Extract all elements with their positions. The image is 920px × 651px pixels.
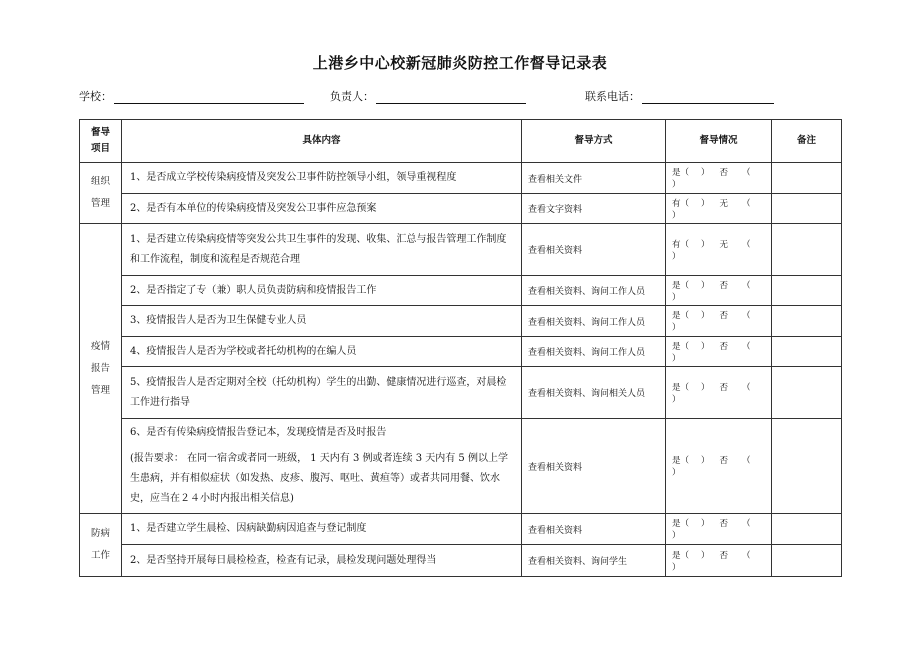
status-open: （ (742, 198, 751, 209)
table-row (80, 276, 842, 306)
header-content: 具体内容 (122, 120, 522, 163)
row-method: 查看相关资料、询问相关人员 (522, 367, 666, 419)
row-status[interactable] (666, 337, 772, 367)
status-open: （ (742, 550, 751, 561)
status-open: （ (742, 456, 751, 466)
status-opt-b[interactable]: 否 (719, 456, 729, 466)
row-content: 2、是否坚持开展每日晨检检查，检查有记录，晨检发现问题处理得当 (122, 545, 522, 577)
row-content: 1、是否建立传染病疫情等突发公共卫生事件的发现、收集、汇总与报告管理工作制度和工作流程，制度和流程是否规范合理 (122, 224, 522, 276)
status-opt-a[interactable]: 有（ (672, 239, 690, 250)
phone-label: 联系电话： (585, 90, 640, 103)
school-label: 学校： (79, 90, 112, 103)
school-field (79, 88, 304, 104)
status-opt-a[interactable]: 是（ (672, 519, 690, 529)
status-open: （ (742, 280, 751, 291)
row-remark[interactable] (772, 545, 842, 577)
header-row (80, 120, 842, 163)
row-status[interactable] (666, 163, 772, 194)
status-close: ） (672, 180, 681, 190)
status-opt-b[interactable]: 否 (719, 341, 729, 352)
status-close: ） (701, 311, 710, 321)
row-content: 2、是否指定了专（兼）职人员负责防病和疫情报告工作 (122, 276, 522, 306)
status-opt-a[interactable]: 是（ (672, 456, 690, 466)
status-opt-b[interactable]: 否 (719, 168, 729, 178)
status-close: ） (672, 210, 681, 221)
row-method: 查看相关资料、询问工作人员 (522, 306, 666, 337)
row-status[interactable] (666, 194, 772, 224)
row-remark[interactable] (772, 337, 842, 367)
status-close: ） (701, 519, 710, 529)
table-row (80, 306, 842, 337)
status-close: ） (701, 239, 710, 250)
row-method: 查看相关资料 (522, 514, 666, 545)
status-close: ） (672, 251, 681, 262)
table-row (80, 514, 842, 545)
status-opt-a[interactable]: 是（ (672, 382, 690, 393)
person-blank[interactable] (376, 91, 526, 104)
status-open: （ (742, 341, 751, 352)
status-opt-a[interactable]: 是（ (672, 168, 690, 178)
status-close: ） (672, 292, 681, 303)
category-report-text: 疫情报告管理 (90, 340, 110, 396)
row-content-text: 6、是否有传染病疫情报告登记本，发现疫情是否及时报告 (130, 427, 387, 438)
category-prevent-text: 防病工作 (90, 528, 110, 561)
table-row (80, 545, 842, 577)
table-row (80, 194, 842, 224)
status-opt-b[interactable]: 否 (719, 382, 729, 393)
status-open: （ (742, 168, 751, 178)
phone-field (585, 88, 774, 104)
row-remark[interactable] (772, 367, 842, 419)
row-content: 5、疫情报告人是否定期对全校（托幼机构）学生的出勤、健康情况进行巡查，对晨检工作进行指导 (122, 367, 522, 419)
row-remark[interactable] (772, 306, 842, 337)
header-item-text: 督导项目 (90, 127, 110, 154)
row-content: 3、疫情报告人是否为卫生保健专业人员 (122, 306, 522, 337)
status-close: ） (701, 341, 710, 352)
table-row (80, 337, 842, 367)
row-remark[interactable] (772, 514, 842, 545)
row-method: 查看相关资料 (522, 224, 666, 276)
table-row (80, 419, 842, 514)
status-close: ） (701, 456, 710, 466)
row-remark[interactable] (772, 419, 842, 514)
status-close: ） (701, 280, 710, 291)
row-status[interactable] (666, 419, 772, 514)
status-opt-a[interactable]: 是（ (672, 280, 690, 291)
status-opt-a[interactable]: 是（ (672, 341, 690, 352)
status-open: （ (742, 519, 751, 529)
row-content: 1、是否成立学校传染病疫情及突发公卫事件防控领导小组，领导重视程度 (122, 163, 522, 194)
row-content: 4、疫情报告人是否为学校或者托幼机构的在编人员 (122, 337, 522, 367)
report-requirement-note: (报告要求： 在同一宿舍或者同一班级， 1 天内有 3 例或者连续 3 天内有 5 例以上学生患病，并有相似症状（如发热、皮疹、腹泻、呕吐、黄疸等）或者共同用餐、饮水史，应当在２４小时内报出相关信息) (130, 453, 508, 504)
row-status[interactable] (666, 276, 772, 306)
phone-blank[interactable] (642, 91, 774, 104)
row-method: 查看相关资料、询问工作人员 (522, 337, 666, 367)
category-report (80, 224, 122, 514)
status-opt-a[interactable]: 是（ (672, 550, 690, 561)
header-remark: 备注 (772, 120, 842, 163)
row-status[interactable] (666, 514, 772, 545)
status-close: ） (701, 382, 710, 393)
status-close: ） (672, 353, 681, 364)
person-label: 负责人： (330, 90, 374, 103)
person-field (330, 88, 526, 104)
status-opt-b[interactable]: 否 (719, 519, 729, 529)
row-method: 查看相关资料、询问工作人员 (522, 276, 666, 306)
row-method: 查看相关资料 (522, 419, 666, 514)
row-method: 查看相关资料、询问学生 (522, 545, 666, 577)
status-opt-b[interactable]: 否 (719, 550, 729, 561)
row-status[interactable] (666, 224, 772, 276)
status-close: ） (701, 168, 710, 178)
header-method: 督导方式 (522, 120, 666, 163)
table-row (80, 367, 842, 419)
status-close: ） (672, 531, 681, 541)
status-close: ） (701, 550, 710, 561)
row-remark[interactable] (772, 194, 842, 224)
status-opt-b[interactable]: 无 (719, 198, 729, 209)
status-opt-a[interactable]: 是（ (672, 311, 690, 321)
status-close: ） (701, 198, 710, 209)
row-remark[interactable] (772, 276, 842, 306)
row-content: 2、是否有本单位的传染病疫情及突发公卫事件应急预案 (122, 194, 522, 224)
row-status[interactable] (666, 367, 772, 419)
row-content: 1、是否建立学生晨检、因病缺勤病因追查与登记制度 (122, 514, 522, 545)
status-opt-a[interactable]: 有（ (672, 198, 690, 209)
status-close: ） (672, 468, 681, 478)
row-status[interactable] (666, 545, 772, 577)
header-status: 督导情况 (666, 120, 772, 163)
supervision-table (79, 119, 842, 577)
status-close: ） (672, 323, 681, 333)
status-open: （ (742, 382, 751, 393)
row-method: 查看相关文件 (522, 163, 666, 194)
category-org (80, 163, 122, 224)
category-org-text: 组织管理 (90, 176, 110, 209)
status-close: ） (672, 394, 681, 405)
status-opt-b[interactable]: 否 (719, 311, 729, 321)
status-open: （ (742, 239, 751, 250)
row-remark[interactable] (772, 163, 842, 194)
status-opt-b[interactable]: 无 (719, 239, 729, 250)
school-blank[interactable] (114, 91, 304, 104)
row-content (122, 419, 522, 514)
header-item (80, 120, 122, 163)
table-row (80, 163, 842, 194)
row-method: 查看文字资料 (522, 194, 666, 224)
row-status[interactable] (666, 306, 772, 337)
status-open: （ (742, 311, 751, 321)
table-row (80, 224, 842, 276)
status-opt-b[interactable]: 否 (719, 280, 729, 291)
status-close: ） (672, 562, 681, 573)
category-prevent (80, 514, 122, 577)
row-remark[interactable] (772, 224, 842, 276)
page-title: 上港乡中心校新冠肺炎防控工作督导记录表 (312, 54, 608, 72)
